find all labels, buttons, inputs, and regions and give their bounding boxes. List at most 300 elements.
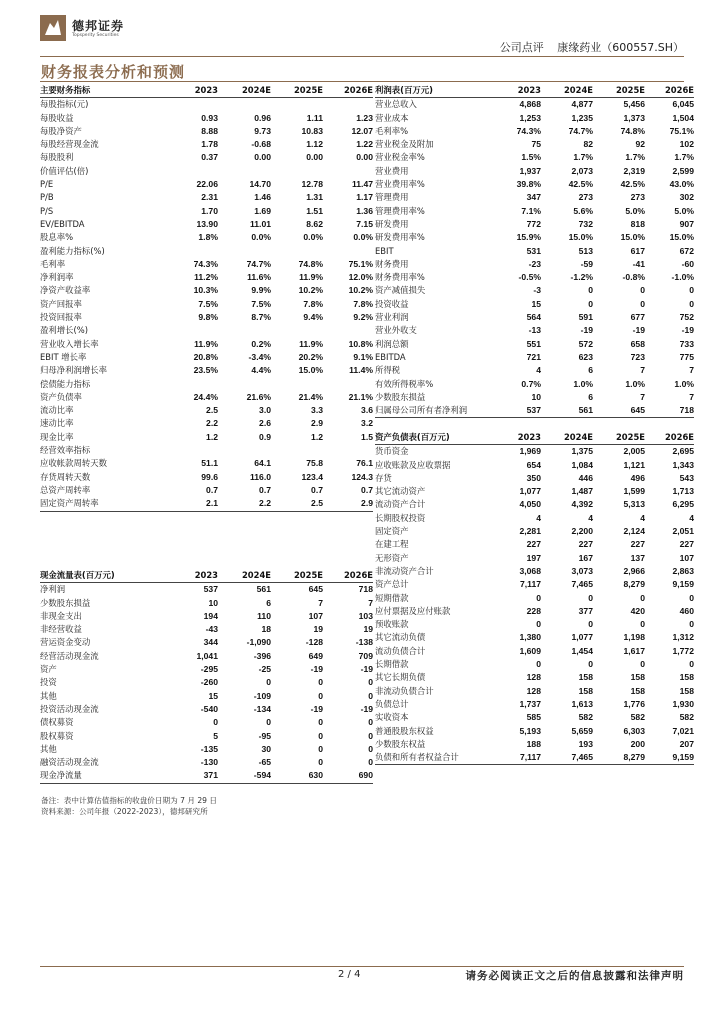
cell-value: 20.8% [193, 351, 218, 362]
table-row [375, 725, 694, 738]
table-row [375, 698, 694, 711]
cell-value: 11.2% [194, 272, 218, 283]
cell-value: 4.4% [251, 365, 271, 376]
table-row [40, 125, 373, 138]
cell-value: 7.5% [251, 298, 271, 309]
cell-value: -19 [310, 664, 323, 675]
cell-value: 158 [679, 672, 694, 683]
header-divider [40, 56, 684, 57]
cell-value: 1.70 [201, 205, 218, 216]
note-line: 备注：表中计算估值指标的收盘价日期为 7 月 29 日 [41, 796, 218, 805]
cell-value: 42.5% [568, 179, 593, 190]
cell-value: 1,613 [571, 698, 593, 709]
table-row [40, 610, 373, 623]
cell-value: 709 [358, 650, 373, 661]
row-label: P/S [40, 205, 54, 216]
cell-value: 0 [318, 757, 323, 768]
table-row [375, 245, 694, 258]
cell-value: 1,121 [623, 459, 645, 470]
row-label: 投资活动现金流 [40, 703, 99, 714]
cell-value: 0 [640, 659, 645, 670]
row-label: 投资回报率 [40, 312, 82, 323]
cell-value: 9,159 [672, 752, 694, 763]
cell-value: 0 [536, 619, 541, 630]
cell-value: 273 [630, 192, 645, 203]
year-header: 2026E [343, 85, 373, 95]
cell-value: 0.0% [251, 232, 271, 243]
row-label: 在建工程 [375, 539, 409, 550]
cell-value: 10 [531, 391, 541, 402]
cell-value: 585 [526, 712, 541, 723]
cash-flow-table [40, 569, 373, 784]
table-row [40, 364, 373, 377]
cell-value: 51.1 [201, 458, 218, 469]
cell-value: 0 [689, 285, 694, 296]
table-row [375, 538, 694, 551]
table-row [375, 738, 694, 751]
cell-value: 2.9 [361, 498, 373, 509]
cell-value: 11.6% [247, 272, 271, 283]
cell-value: 0.7 [259, 484, 271, 495]
table-row [375, 645, 694, 658]
cell-value: 10.2% [298, 285, 323, 296]
cell-value: 2.31 [201, 192, 218, 203]
cell-value: -3 [533, 285, 541, 296]
cell-value: 2,966 [623, 565, 645, 576]
cell-value: 4 [588, 512, 593, 523]
table-row [40, 431, 373, 444]
row-label: 应付票据及应付账款 [375, 605, 451, 616]
cell-value: 128 [526, 685, 541, 696]
cell-value: 0 [318, 677, 323, 688]
row-label: 非现金支出 [40, 610, 82, 621]
cell-value: 0 [689, 659, 694, 670]
row-label: 普通股股东权益 [375, 725, 434, 736]
table-row [40, 444, 373, 457]
cell-value: -540 [200, 703, 218, 714]
table-row [40, 756, 373, 769]
logo-mark-icon [40, 15, 66, 41]
cell-value: 110 [257, 610, 271, 621]
cell-value: 4 [689, 512, 694, 523]
cell-value: 7 [640, 365, 645, 376]
table-row [40, 258, 373, 271]
row-label: 投资 [40, 677, 57, 688]
table-row [40, 311, 373, 324]
cell-value: 733 [679, 338, 694, 349]
cell-value: 8.62 [306, 218, 323, 229]
row-label: 短期借款 [375, 592, 409, 603]
cell-value: 228 [526, 605, 541, 616]
row-label: 经营活动现金流 [40, 650, 99, 661]
cell-value: 1,373 [623, 112, 645, 123]
cell-value: 128 [526, 672, 541, 683]
row-label: 每股净资产 [40, 125, 82, 136]
cell-value: 5.0% [674, 205, 694, 216]
cell-value: 2,200 [571, 526, 593, 537]
cell-value [271, 98, 323, 112]
year-header: 2024E [563, 432, 593, 442]
table-row [40, 636, 373, 649]
cell-value: 537 [203, 584, 218, 595]
cell-value: 630 [308, 770, 323, 781]
cell-value: 1.46 [254, 192, 271, 203]
cell-value: 1,235 [571, 112, 593, 123]
cell-value: -594 [253, 770, 271, 781]
year-header: 2023 [517, 85, 541, 95]
cell-value: 7.8% [303, 298, 323, 309]
cell-value: 20.2% [298, 351, 323, 362]
row-label: 流动比率 [40, 405, 74, 416]
cell-value: 5.6% [573, 205, 593, 216]
table-row [375, 151, 694, 164]
cell-value: 5,313 [623, 499, 645, 510]
logo-en-text: Topsperity Securities [72, 33, 119, 38]
cell-value: 537 [526, 405, 541, 416]
cell-value: 2,863 [672, 565, 694, 576]
cell-value: 24.4% [193, 391, 218, 402]
cell-value: 1,380 [519, 632, 541, 643]
cell-value: 12.0% [348, 272, 373, 283]
table-row [375, 605, 694, 618]
table-row [40, 112, 373, 125]
table-row [40, 324, 373, 337]
cell-value [164, 378, 218, 391]
cell-value: 1,737 [519, 698, 541, 709]
row-label: 股权募资 [40, 730, 74, 741]
cell-value: 11.4% [349, 365, 373, 376]
cell-value: 1,487 [571, 486, 593, 497]
cell-value: 22.06 [196, 179, 218, 190]
cell-value: 1,198 [623, 632, 645, 643]
row-label: 财务费用 [375, 258, 409, 269]
row-label: 实收资本 [375, 712, 409, 723]
row-label: 营业成本 [375, 112, 409, 123]
table-row [375, 125, 694, 138]
cell-value: 11.9% [299, 338, 323, 349]
income-statement-table [375, 84, 694, 418]
cell-value: 75.1% [669, 125, 694, 136]
cell-value: 7.1% [521, 205, 541, 216]
cell-value [323, 245, 373, 258]
row-label: 应收帐款周转天数 [40, 458, 107, 469]
cell-value: 1.36 [356, 205, 373, 216]
cell-value [218, 98, 271, 112]
cell-value: 1,454 [571, 645, 593, 656]
cell-value: 1,599 [623, 486, 645, 497]
cell-value: 30 [261, 743, 271, 754]
cell-value: 1,375 [571, 446, 593, 457]
cell-value: 7.15 [356, 218, 373, 229]
table-row [40, 457, 373, 470]
cell-value: 21.1% [348, 391, 373, 402]
row-label: 营业总收入 [375, 99, 417, 110]
table-row [40, 191, 373, 204]
row-label: 融资活动现金流 [40, 757, 99, 768]
cell-value: 9.73 [254, 125, 271, 136]
page-number: 2 / 4 [338, 969, 361, 980]
table-row [375, 271, 694, 284]
cell-value: 75.1% [348, 258, 373, 269]
row-label: 固定资产 [375, 526, 409, 537]
row-label: 长期股权投资 [375, 512, 426, 523]
cell-value: 76.1 [356, 458, 373, 469]
cell-value: 1.7% [573, 152, 593, 163]
cell-value: 1.2 [311, 431, 323, 442]
cell-value: 0.9 [259, 431, 271, 442]
cell-value: 2,124 [623, 526, 645, 537]
row-label: EBIT [375, 245, 394, 256]
cell-value: 0.00 [356, 152, 373, 163]
year-header: 2024E [241, 85, 271, 95]
row-label: EBIT 增长率 [40, 351, 87, 362]
cell-value: 42.5% [620, 179, 645, 190]
cell-value [218, 165, 271, 178]
cell-value: 0 [266, 677, 271, 688]
cell-value: 7,117 [519, 752, 541, 763]
row-label: 营运资金变动 [40, 637, 91, 648]
cell-value: 167 [578, 552, 593, 563]
cell-value: 4 [536, 365, 541, 376]
cell-value [323, 165, 373, 178]
cell-value: 11.9% [194, 338, 218, 349]
cell-value: 13.90 [196, 218, 218, 229]
table-row [40, 597, 373, 610]
cell-value [271, 324, 323, 337]
cell-value: 11.47 [351, 179, 373, 190]
table-row [40, 484, 373, 497]
cell-value: 197 [526, 552, 541, 563]
cell-value: 1,713 [672, 486, 694, 497]
table-row [40, 730, 373, 743]
cell-value: 200 [630, 738, 645, 749]
cell-value: 43.0% [669, 179, 694, 190]
cell-value: 1.78 [201, 139, 218, 150]
cell-value: 1.7% [674, 152, 694, 163]
table-row [375, 391, 694, 404]
table-row [375, 671, 694, 684]
cell-value: 7,021 [672, 725, 694, 736]
cell-value: 75 [531, 139, 541, 150]
table-row [375, 258, 694, 271]
table-row [40, 284, 373, 297]
table-row [40, 138, 373, 151]
cell-value: 19 [313, 624, 323, 635]
table-row [40, 404, 373, 417]
cell-value: 194 [203, 610, 218, 621]
row-label: 固定资产周转率 [40, 498, 99, 509]
table-row [40, 151, 373, 164]
table-row [375, 284, 694, 297]
cell-value: 9.1% [353, 351, 373, 362]
row-label: 非经营收益 [40, 624, 82, 635]
row-label: 资产负债率 [40, 391, 82, 402]
cell-value: 0 [588, 592, 593, 603]
cell-value: 0 [536, 592, 541, 603]
cell-value: 677 [630, 312, 645, 323]
cell-value: 591 [578, 312, 593, 323]
cell-value: -19 [580, 325, 593, 336]
cell-value: 1.5 [361, 431, 373, 442]
cell-value: -295 [200, 664, 218, 675]
cell-value: 7 [689, 391, 694, 402]
cell-value: 1,084 [571, 459, 593, 470]
cell-value: 3.0 [259, 405, 271, 416]
cell-value: 1.12 [306, 139, 323, 150]
cell-value: 5,456 [623, 99, 645, 110]
cell-value: 2,051 [672, 526, 694, 537]
cell-value: 15 [208, 690, 218, 701]
cell-value [271, 245, 323, 258]
cell-value: 227 [679, 539, 694, 550]
cell-value: 347 [526, 192, 541, 203]
row-label: 每股股利 [40, 152, 74, 163]
row-label: 归属母公司所有者净利润 [375, 405, 468, 416]
row-label: 其它流动资产 [375, 486, 426, 497]
row-label: 存货 [375, 472, 392, 483]
cell-value: -135 [200, 743, 218, 754]
cell-value: 1.17 [356, 192, 373, 203]
footer-divider [40, 966, 684, 967]
cell-value: 99.6 [201, 471, 218, 482]
table-row [375, 138, 694, 151]
cell-value: 103 [358, 610, 373, 621]
year-header: 2023 [194, 570, 218, 580]
row-label: 少数股东损益 [375, 391, 426, 402]
cell-value: -1,090 [246, 637, 271, 648]
cell-value: 2,319 [623, 165, 645, 176]
cell-value: 2.5 [206, 405, 218, 416]
cell-value: 0 [536, 659, 541, 670]
cell-value: 0.37 [201, 152, 218, 163]
table-notes [41, 795, 217, 817]
cell-value: 9.2% [353, 312, 373, 323]
cell-value: 10.83 [301, 125, 323, 136]
cell-value: 2,695 [672, 446, 694, 457]
cell-value: 1,609 [519, 645, 541, 656]
cell-value: 3,073 [571, 565, 593, 576]
cell-value: 124.3 [351, 471, 373, 482]
cell-value: 1.8% [198, 232, 218, 243]
table-row [375, 592, 694, 605]
cell-value [323, 324, 373, 337]
cell-value: 0.0% [353, 232, 373, 243]
cell-value: 102 [679, 139, 694, 150]
cell-value: 582 [578, 712, 593, 723]
cell-value: 350 [526, 472, 541, 483]
company-logo [40, 15, 160, 47]
cell-value: -25 [258, 664, 271, 675]
table-row [375, 165, 694, 178]
cell-value: 0 [588, 619, 593, 630]
row-label: 现金净流量 [40, 770, 82, 781]
report-type: 公司点评 [499, 41, 544, 54]
cell-value: 1.5% [521, 152, 541, 163]
cell-value: 0 [689, 592, 694, 603]
table-title: 主要财务指标 [40, 85, 91, 95]
cell-value: 4,877 [571, 99, 593, 110]
cell-value: 0 [640, 592, 645, 603]
table-row [40, 690, 373, 703]
table-row [375, 338, 694, 351]
table-row [375, 298, 694, 311]
cell-value: 6 [266, 597, 271, 608]
cell-value: 2,073 [571, 165, 593, 176]
cell-value: 1,504 [672, 112, 694, 123]
cell-value [271, 165, 323, 178]
table-row [375, 311, 694, 324]
cell-value: 4,050 [519, 499, 541, 510]
cell-value: 7 [689, 365, 694, 376]
cell-value: 107 [679, 552, 694, 563]
cell-value: 21.6% [246, 391, 271, 402]
row-label: 毛利率% [375, 125, 409, 136]
cell-value: 0.7 [361, 484, 373, 495]
cell-value: -13 [528, 325, 541, 336]
cell-value: 1,041 [196, 650, 218, 661]
table-row [40, 178, 373, 191]
table-row [40, 769, 373, 783]
year-header: 2025E [615, 85, 645, 95]
table-row [375, 218, 694, 231]
cell-value: 11.9% [299, 272, 323, 283]
table-row [40, 298, 373, 311]
cell-value: 551 [526, 338, 541, 349]
cell-value: 718 [679, 405, 694, 416]
cell-value: -128 [305, 637, 323, 648]
cell-value: 302 [679, 192, 694, 203]
cell-value: 1,312 [672, 632, 694, 643]
cell-value: -3.4% [248, 351, 271, 362]
table-row [375, 364, 694, 377]
cell-value: 582 [630, 712, 645, 723]
table-row [40, 391, 373, 404]
cell-value: -43 [205, 624, 218, 635]
logo-cn-text: 德邦证券 [72, 19, 125, 33]
cell-value: 1.51 [306, 205, 323, 216]
cell-value: -260 [200, 677, 218, 688]
row-label: P/E [40, 179, 54, 190]
cell-value: 9.8% [198, 312, 218, 323]
cell-value: 0 [368, 677, 373, 688]
cell-value: 6 [588, 365, 593, 376]
year-header: 2024E [563, 85, 593, 95]
table-row [40, 338, 373, 351]
cell-value: 9,159 [672, 579, 694, 590]
year-header: 2025E [293, 85, 323, 95]
table-row [40, 623, 373, 636]
table-row [375, 445, 694, 459]
cell-value: 158 [630, 672, 645, 683]
cell-value: 1.23 [356, 112, 373, 123]
table-row [375, 631, 694, 644]
cell-value: 1.2 [206, 431, 218, 442]
cell-value: 39.8% [516, 179, 541, 190]
cell-value: 3,068 [519, 565, 541, 576]
table-header-row [375, 84, 694, 98]
table-row [375, 324, 694, 337]
cell-value: 0.2% [251, 338, 271, 349]
cell-value: 74.8% [298, 258, 323, 269]
cell-value: 623 [578, 351, 593, 362]
table-row [40, 497, 373, 511]
cell-value: 1,077 [571, 632, 593, 643]
cell-value: 0.0% [303, 232, 323, 243]
cell-value: -41 [632, 258, 645, 269]
cell-value: 0.00 [254, 152, 271, 163]
table-row [40, 676, 373, 689]
table-title: 利润表(百万元) [375, 85, 433, 95]
